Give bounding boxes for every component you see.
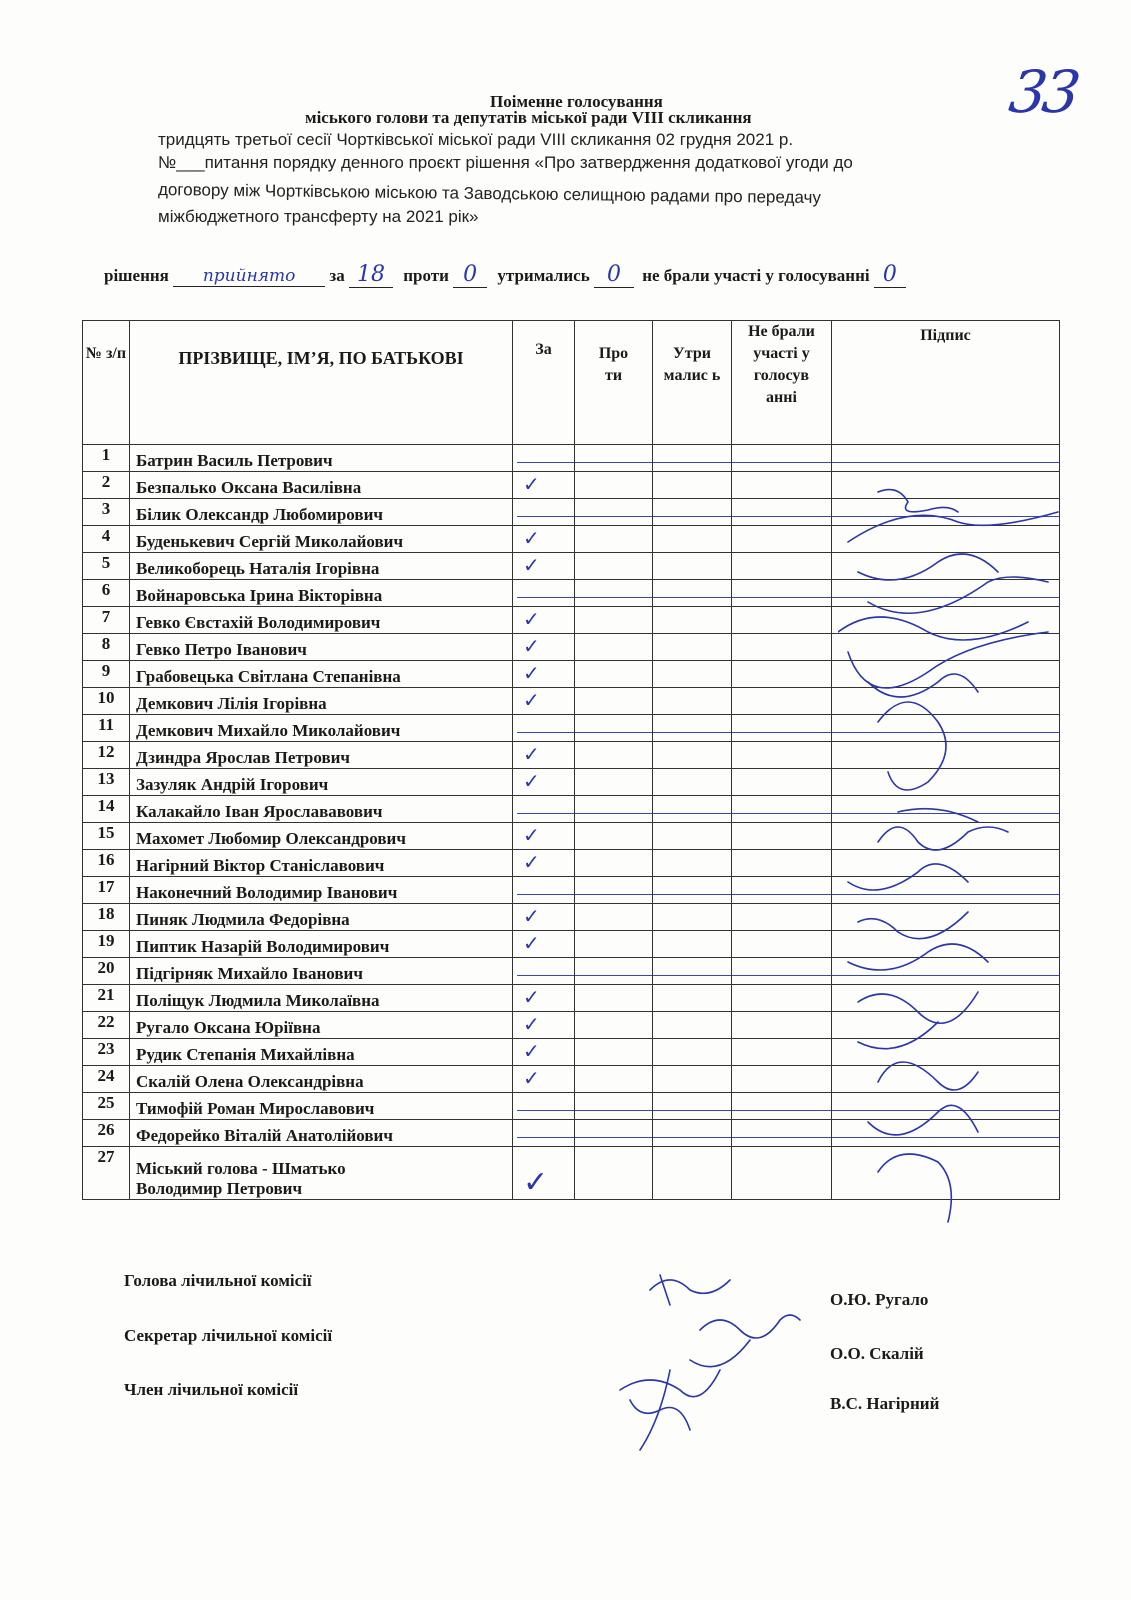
vote-abstained-cell [653,1120,732,1147]
header-line-3: договору між Чортківською міською та Заводською селищною радами про передачу [157,180,822,208]
strike-line [575,894,652,895]
row-name: Безпалько Оксана Василівна [130,472,513,499]
vote-for-cell [513,580,575,607]
row-number: 13 [83,769,130,796]
checkmark-icon: ✓ [523,987,540,1009]
checkmark-icon: ✓ [523,852,540,874]
vote-notvoting-cell [732,850,832,877]
vote-abstained-cell [653,1066,732,1093]
strike-line [832,462,1059,463]
vote-against-cell [575,634,653,661]
vote-against-cell [575,1120,653,1147]
checkmark-icon: ✓ [523,663,540,685]
vote-against-cell [575,796,653,823]
vote-against-cell [575,1066,653,1093]
strike-line [732,732,831,733]
vote-for-cell [513,931,575,958]
row-number: 20 [83,958,130,985]
vote-against-cell [575,877,653,904]
strike-line [517,462,574,463]
doc-subtitle: міського голови та депутатів міської ради VIII скликання [305,108,752,127]
strike-line [517,597,574,598]
strike-line [575,732,652,733]
vote-notvoting-cell [732,499,832,526]
chair-name: О.Ю. Ругало [830,1290,929,1309]
strike-line [732,894,831,895]
secretary-name: О.О. Скалій [830,1344,924,1363]
vote-against-cell [575,931,653,958]
row-name: Підгірняк Михайло Іванович [130,958,513,985]
vote-notvoting-cell [732,904,832,931]
col-header-signature: Підпис [832,321,1060,445]
checkmark-icon: ✓ [523,933,540,955]
vote-for-cell [513,688,575,715]
strike-line [517,1137,574,1138]
vote-notvoting-cell [732,661,832,688]
strike-line [575,516,652,517]
strike-line [575,975,652,976]
vote-against-cell [575,1147,653,1200]
vote-notvoting-cell [732,1147,832,1200]
col-header-abstained: Утри малис ь [653,321,732,445]
vote-for-cell [513,904,575,931]
abstained-label: утримались [497,266,590,285]
vote-abstained-cell [653,445,732,472]
vote-against-cell [575,445,653,472]
member-label: Член лічильної комісії [124,1380,299,1399]
checkmark-icon: ✓ [523,825,540,847]
vote-notvoting-cell [732,958,832,985]
vote-notvoting-cell [732,553,832,580]
vote-abstained-cell [653,1093,732,1120]
vote-for-cell [513,661,575,688]
table-row [83,445,1060,472]
for-label: за [329,266,345,285]
signatures-scribbles [838,482,1078,1232]
row-name: Грабовецька Світлана Степанівна [130,661,513,688]
vote-against-cell [575,823,653,850]
row-number: 17 [83,877,130,904]
vote-for-cell [513,526,575,553]
vote-notvoting-cell [732,769,832,796]
vote-abstained-cell [653,526,732,553]
vote-against-cell [575,985,653,1012]
vote-notvoting-cell [732,1066,832,1093]
col-header-notvoting: Не брали участі у голосув анні [732,321,832,445]
row-number: 26 [83,1120,130,1147]
abstained-value: 0 [594,262,634,288]
strike-line [653,1110,731,1111]
signature-cell [832,445,1060,472]
vote-for-cell [513,553,575,580]
row-number: 3 [83,499,130,526]
row-number: 23 [83,1039,130,1066]
row-number: 18 [83,904,130,931]
for-value: 18 [349,262,393,288]
row-name: Поліщук Людмила Миколаївна [130,985,513,1012]
vote-against-cell [575,499,653,526]
row-name: Демкович Михайло Миколайович [130,715,513,742]
checkmark-icon: ✓ [523,1014,540,1036]
checkmark-icon: ✓ [523,528,540,550]
row-name: Ругало Оксана Юріївна [130,1012,513,1039]
vote-abstained-cell [653,823,732,850]
vote-against-cell [575,472,653,499]
row-number: 12 [83,742,130,769]
row-name: Білик Олександр Любомирович [130,499,513,526]
row-number: 24 [83,1066,130,1093]
row-number: 21 [83,985,130,1012]
row-name: Махомет Любомир Олександрович [130,823,513,850]
vote-against-cell [575,742,653,769]
vote-abstained-cell [653,742,732,769]
strike-line [732,1137,831,1138]
vote-notvoting-cell [732,634,832,661]
vote-abstained-cell [653,769,732,796]
row-name: Калакайло Іван Ярослававович [130,796,513,823]
vote-notvoting-cell [732,823,832,850]
vote-against-cell [575,580,653,607]
vote-notvoting-cell [732,607,832,634]
chair-label: Голова лічильної комісії [124,1271,312,1290]
vote-notvoting-cell [732,985,832,1012]
vote-for-cell [513,1093,575,1120]
strike-line [575,462,652,463]
vote-against-cell [575,661,653,688]
strike-line [517,894,574,895]
vote-abstained-cell [653,580,732,607]
row-number: 25 [83,1093,130,1120]
vote-for-cell [513,499,575,526]
vote-for-cell [513,445,575,472]
decision-value: прийнято [173,266,325,287]
decision-label: рішення [104,266,169,285]
vote-notvoting-cell [732,1012,832,1039]
col-header-for: За [513,321,575,445]
strike-line [653,597,731,598]
row-number: 6 [83,580,130,607]
row-name: Федорейко Віталій Анатолійович [130,1120,513,1147]
vote-abstained-cell [653,796,732,823]
strike-line [517,516,574,517]
header-line-1: тридцять третьої сесії Чортківської міської ради VIII скликання 02 грудня 2021 р. [158,130,794,149]
checkmark-icon: ✓ [523,1068,540,1090]
vote-for-cell [513,1039,575,1066]
strike-line [732,462,831,463]
vote-notvoting-cell [732,526,832,553]
row-name: Буденькевич Сергій Миколайович [130,526,513,553]
vote-notvoting-cell [732,931,832,958]
vote-notvoting-cell [732,1039,832,1066]
row-number: 11 [83,715,130,742]
checkmark-icon: ✓ [523,1166,549,1199]
vote-against-cell [575,526,653,553]
row-name: Гевко Євстахій Володимирович [130,607,513,634]
strike-line [732,597,831,598]
row-number: 19 [83,931,130,958]
vote-notvoting-cell [732,1120,832,1147]
vote-for-cell [513,1066,575,1093]
vote-against-cell [575,1012,653,1039]
vote-for-cell [513,472,575,499]
vote-for-cell [513,1012,575,1039]
strike-line [575,1137,652,1138]
checkmark-icon: ✓ [523,474,540,496]
vote-for-cell [513,769,575,796]
checkmark-icon: ✓ [523,906,540,928]
strike-line [517,732,574,733]
secretary-label: Секретар лічильної комісії [124,1326,333,1345]
vote-for-cell [513,823,575,850]
strike-line [653,516,731,517]
strike-line [517,1110,574,1111]
vote-abstained-cell [653,688,732,715]
vote-for-cell [513,715,575,742]
checkmark-icon: ✓ [523,636,540,658]
vote-abstained-cell [653,958,732,985]
vote-against-cell [575,553,653,580]
vote-against-cell [575,1093,653,1120]
row-number: 2 [83,472,130,499]
vote-abstained-cell [653,877,732,904]
against-value: 0 [453,262,487,288]
strike-line [732,975,831,976]
col-header-num: № з/п [83,321,130,445]
row-name: Пиняк Людмила Федорівна [130,904,513,931]
decision-line [104,262,906,288]
row-name: Нагірний Віктор Станіславович [130,850,513,877]
row-number: 1 [83,445,130,472]
strike-line [517,975,574,976]
strike-line [653,894,731,895]
vote-for-cell [513,958,575,985]
strike-line [653,1137,731,1138]
vote-against-cell [575,769,653,796]
vote-abstained-cell [653,904,732,931]
col-header-name: ПРІЗВИЩЕ, ІМ’Я, ПО БАТЬКОВІ [130,321,513,445]
strike-line [575,1110,652,1111]
checkmark-icon: ✓ [523,690,540,712]
vote-abstained-cell [653,634,732,661]
vote-for-cell [513,742,575,769]
member-name: В.С. Нагірний [830,1394,940,1413]
vote-abstained-cell [653,499,732,526]
strike-line [653,462,731,463]
vote-notvoting-cell [732,688,832,715]
checkmark-icon: ✓ [523,744,540,766]
vote-abstained-cell [653,553,732,580]
checkmark-icon: ✓ [523,1041,540,1063]
row-name: Тимофій Роман Мирославович [130,1093,513,1120]
row-name: Батрин Василь Петрович [130,445,513,472]
row-number: 5 [83,553,130,580]
vote-abstained-cell [653,1012,732,1039]
doc-title: Поіменне голосування [490,92,663,111]
strike-line [732,516,831,517]
vote-for-cell [513,1120,575,1147]
row-number: 7 [83,607,130,634]
row-name: Дзиндра Ярослав Петрович [130,742,513,769]
row-name: Міський голова - Шматько Володимир Петрович [130,1147,513,1200]
row-number: 9 [83,661,130,688]
row-number: 4 [83,526,130,553]
row-name: Великоборець Наталія Ігорівна [130,553,513,580]
vote-against-cell [575,904,653,931]
vote-notvoting-cell [732,715,832,742]
committee-signatures [610,1250,810,1460]
vote-notvoting-cell [732,445,832,472]
vote-for-cell [513,877,575,904]
vote-abstained-cell [653,661,732,688]
checkmark-icon: ✓ [523,609,540,631]
row-number: 8 [83,634,130,661]
vote-notvoting-cell [732,796,832,823]
against-label: проти [403,266,449,285]
vote-for-cell [513,634,575,661]
strike-line [653,975,731,976]
strike-line [517,813,574,814]
row-number: 27 [83,1147,130,1200]
vote-against-cell [575,607,653,634]
header-line-4: міжбюджетного трансферту на 2021 рік» [158,207,479,226]
vote-notvoting-cell [732,877,832,904]
row-name: Пиптик Назарій Володимирович [130,931,513,958]
vote-against-cell [575,850,653,877]
row-number: 15 [83,823,130,850]
header-line-2: №___питання порядку денного проєкт рішення «Про затвердження додаткової угоди до [158,153,853,172]
row-name: Зазуляк Андрій Ігорович [130,769,513,796]
vote-for-cell [513,850,575,877]
checkmark-icon: ✓ [523,555,540,577]
strike-line [575,813,652,814]
strike-line [653,813,731,814]
row-number: 22 [83,1012,130,1039]
strike-line [732,1110,831,1111]
vote-against-cell [575,1039,653,1066]
vote-abstained-cell [653,472,732,499]
row-name: Гевко Петро Іванович [130,634,513,661]
page-number: 33 [1005,58,1081,126]
vote-abstained-cell [653,850,732,877]
checkmark-icon: ✓ [523,771,540,793]
vote-for-cell [513,985,575,1012]
strike-line [732,813,831,814]
row-number: 16 [83,850,130,877]
vote-abstained-cell [653,715,732,742]
vote-against-cell [575,958,653,985]
row-name: Скалій Олена Олександрівна [130,1066,513,1093]
vote-for-cell [513,796,575,823]
notvoting-value: 0 [874,262,906,288]
vote-notvoting-cell [732,742,832,769]
vote-against-cell [575,715,653,742]
col-header-against: Про ти [575,321,653,445]
vote-abstained-cell [653,1039,732,1066]
row-name: Войнаровська Ірина Вікторівна [130,580,513,607]
vote-for-cell [513,607,575,634]
row-name: Демкович Лілія Ігорівна [130,688,513,715]
row-number: 14 [83,796,130,823]
strike-line [575,597,652,598]
vote-abstained-cell [653,931,732,958]
vote-notvoting-cell [732,580,832,607]
vote-for-cell [513,1147,575,1200]
vote-abstained-cell [653,607,732,634]
vote-abstained-cell [653,1147,732,1200]
row-name: Рудик Степанія Михайлівна [130,1039,513,1066]
vote-notvoting-cell [732,472,832,499]
vote-abstained-cell [653,985,732,1012]
row-name: Наконечний Володимир Іванович [130,877,513,904]
notvoting-label: не брали участі у голосуванні [642,266,870,285]
vote-notvoting-cell [732,1093,832,1120]
row-number: 10 [83,688,130,715]
vote-against-cell [575,688,653,715]
strike-line [653,732,731,733]
